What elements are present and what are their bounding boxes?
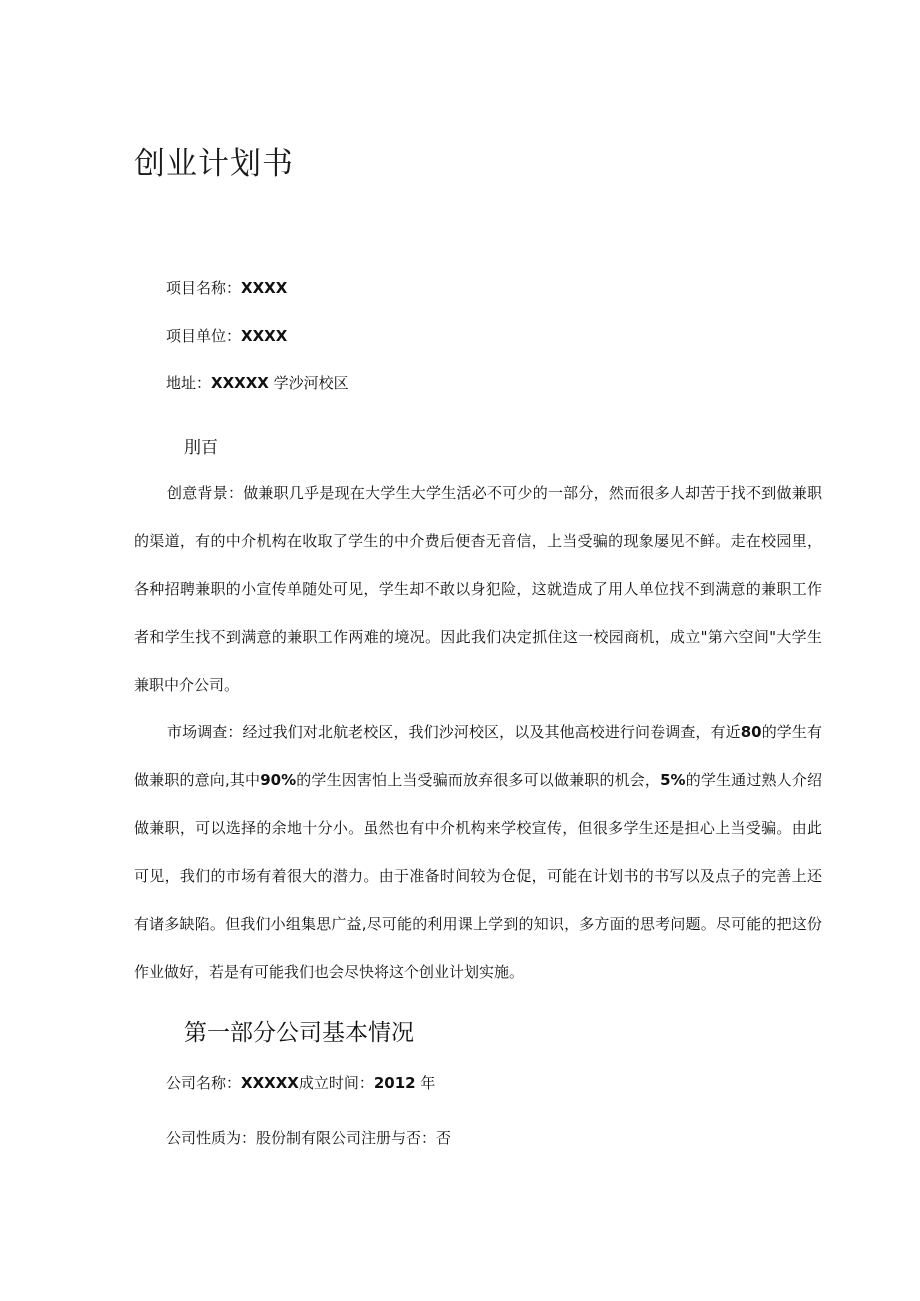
preface-heading: 刖百 [184, 438, 218, 458]
market-number-5: 5% [660, 771, 686, 789]
founded-value: 2012 [373, 1074, 416, 1092]
market-text-3: 的学生因害怕上当受骗而放弃很多可以做兼职的机会， [296, 771, 661, 789]
address-suffix: 学沙河校区 [273, 374, 349, 392]
project-name-field [166, 277, 287, 298]
market-text-4: 的学生通过熟人介绍做兼职，可以选择的余地十分小。虽然也有中介机构来学校宣传，但很多学生还是担心上当受骗。由此可见，我们的市场有着很大的潜力。由于准备时间较为仓促，可能在计划书的书写以及点子的完善上还有诸多缺陷。但我们小组集思广益,尽可能的利用课上学到的知识，多方面的思考问题。尽可能的把这份作业做好，若是有可能我们也会尽快将这个创业计划实施。 [134, 771, 822, 981]
address-label: 地址： [166, 374, 212, 392]
address-value: XXXXX [211, 374, 269, 392]
project-name-value: XXXX [241, 279, 288, 297]
market-number-90: 90% [260, 771, 297, 789]
project-unit-value: XXXX [241, 327, 288, 345]
market-number-80: 80 [740, 723, 762, 741]
project-unit-label: 项目单位： [166, 327, 242, 345]
market-survey-paragraph [134, 708, 822, 996]
company-name-value: XXXXX [241, 1074, 299, 1092]
founded-suffix: 年 [420, 1074, 436, 1092]
section-heading-company-basics: 第一部分公司基本情况 [184, 1020, 414, 1046]
founded-label: 成立时间： [298, 1074, 374, 1092]
document-title: 创业计划书 [134, 146, 294, 182]
company-name-founded-field [166, 1072, 435, 1093]
background-paragraph: 创意背景：做兼职几乎是现在大学生大学生活必不可少的一部分，然而很多人却苦于找不到做兼职的渠道，有的中介机构在收取了学生的中介费后便杳无音信，上当受骗的现象屡见不鲜。走在校园里，各种招聘兼职的小宣传单随处可见，学生却不敢以身犯险，这就造成了用人单位找不到满意的兼职工作者和学生找不到满意的兼职工作两难的境况。因此我们决定抓住这一校园商机，成立"第六空间"大学生兼职中介公司。 [134, 484, 822, 694]
address-field [166, 372, 349, 393]
company-name-label: 公司名称： [166, 1074, 242, 1092]
company-nature-field: 公司性质为：股份制有限公司注册与否：否 [166, 1129, 452, 1147]
project-unit-field [166, 325, 287, 346]
project-name-label: 项目名称： [166, 279, 242, 297]
market-text-1: 市场调查：经过我们对北航老校区，我们沙河校区，以及其他高校进行问卷调查，有近 [167, 723, 741, 741]
market-text-2: 的学生有做兼职的意向,其中 [134, 723, 822, 789]
